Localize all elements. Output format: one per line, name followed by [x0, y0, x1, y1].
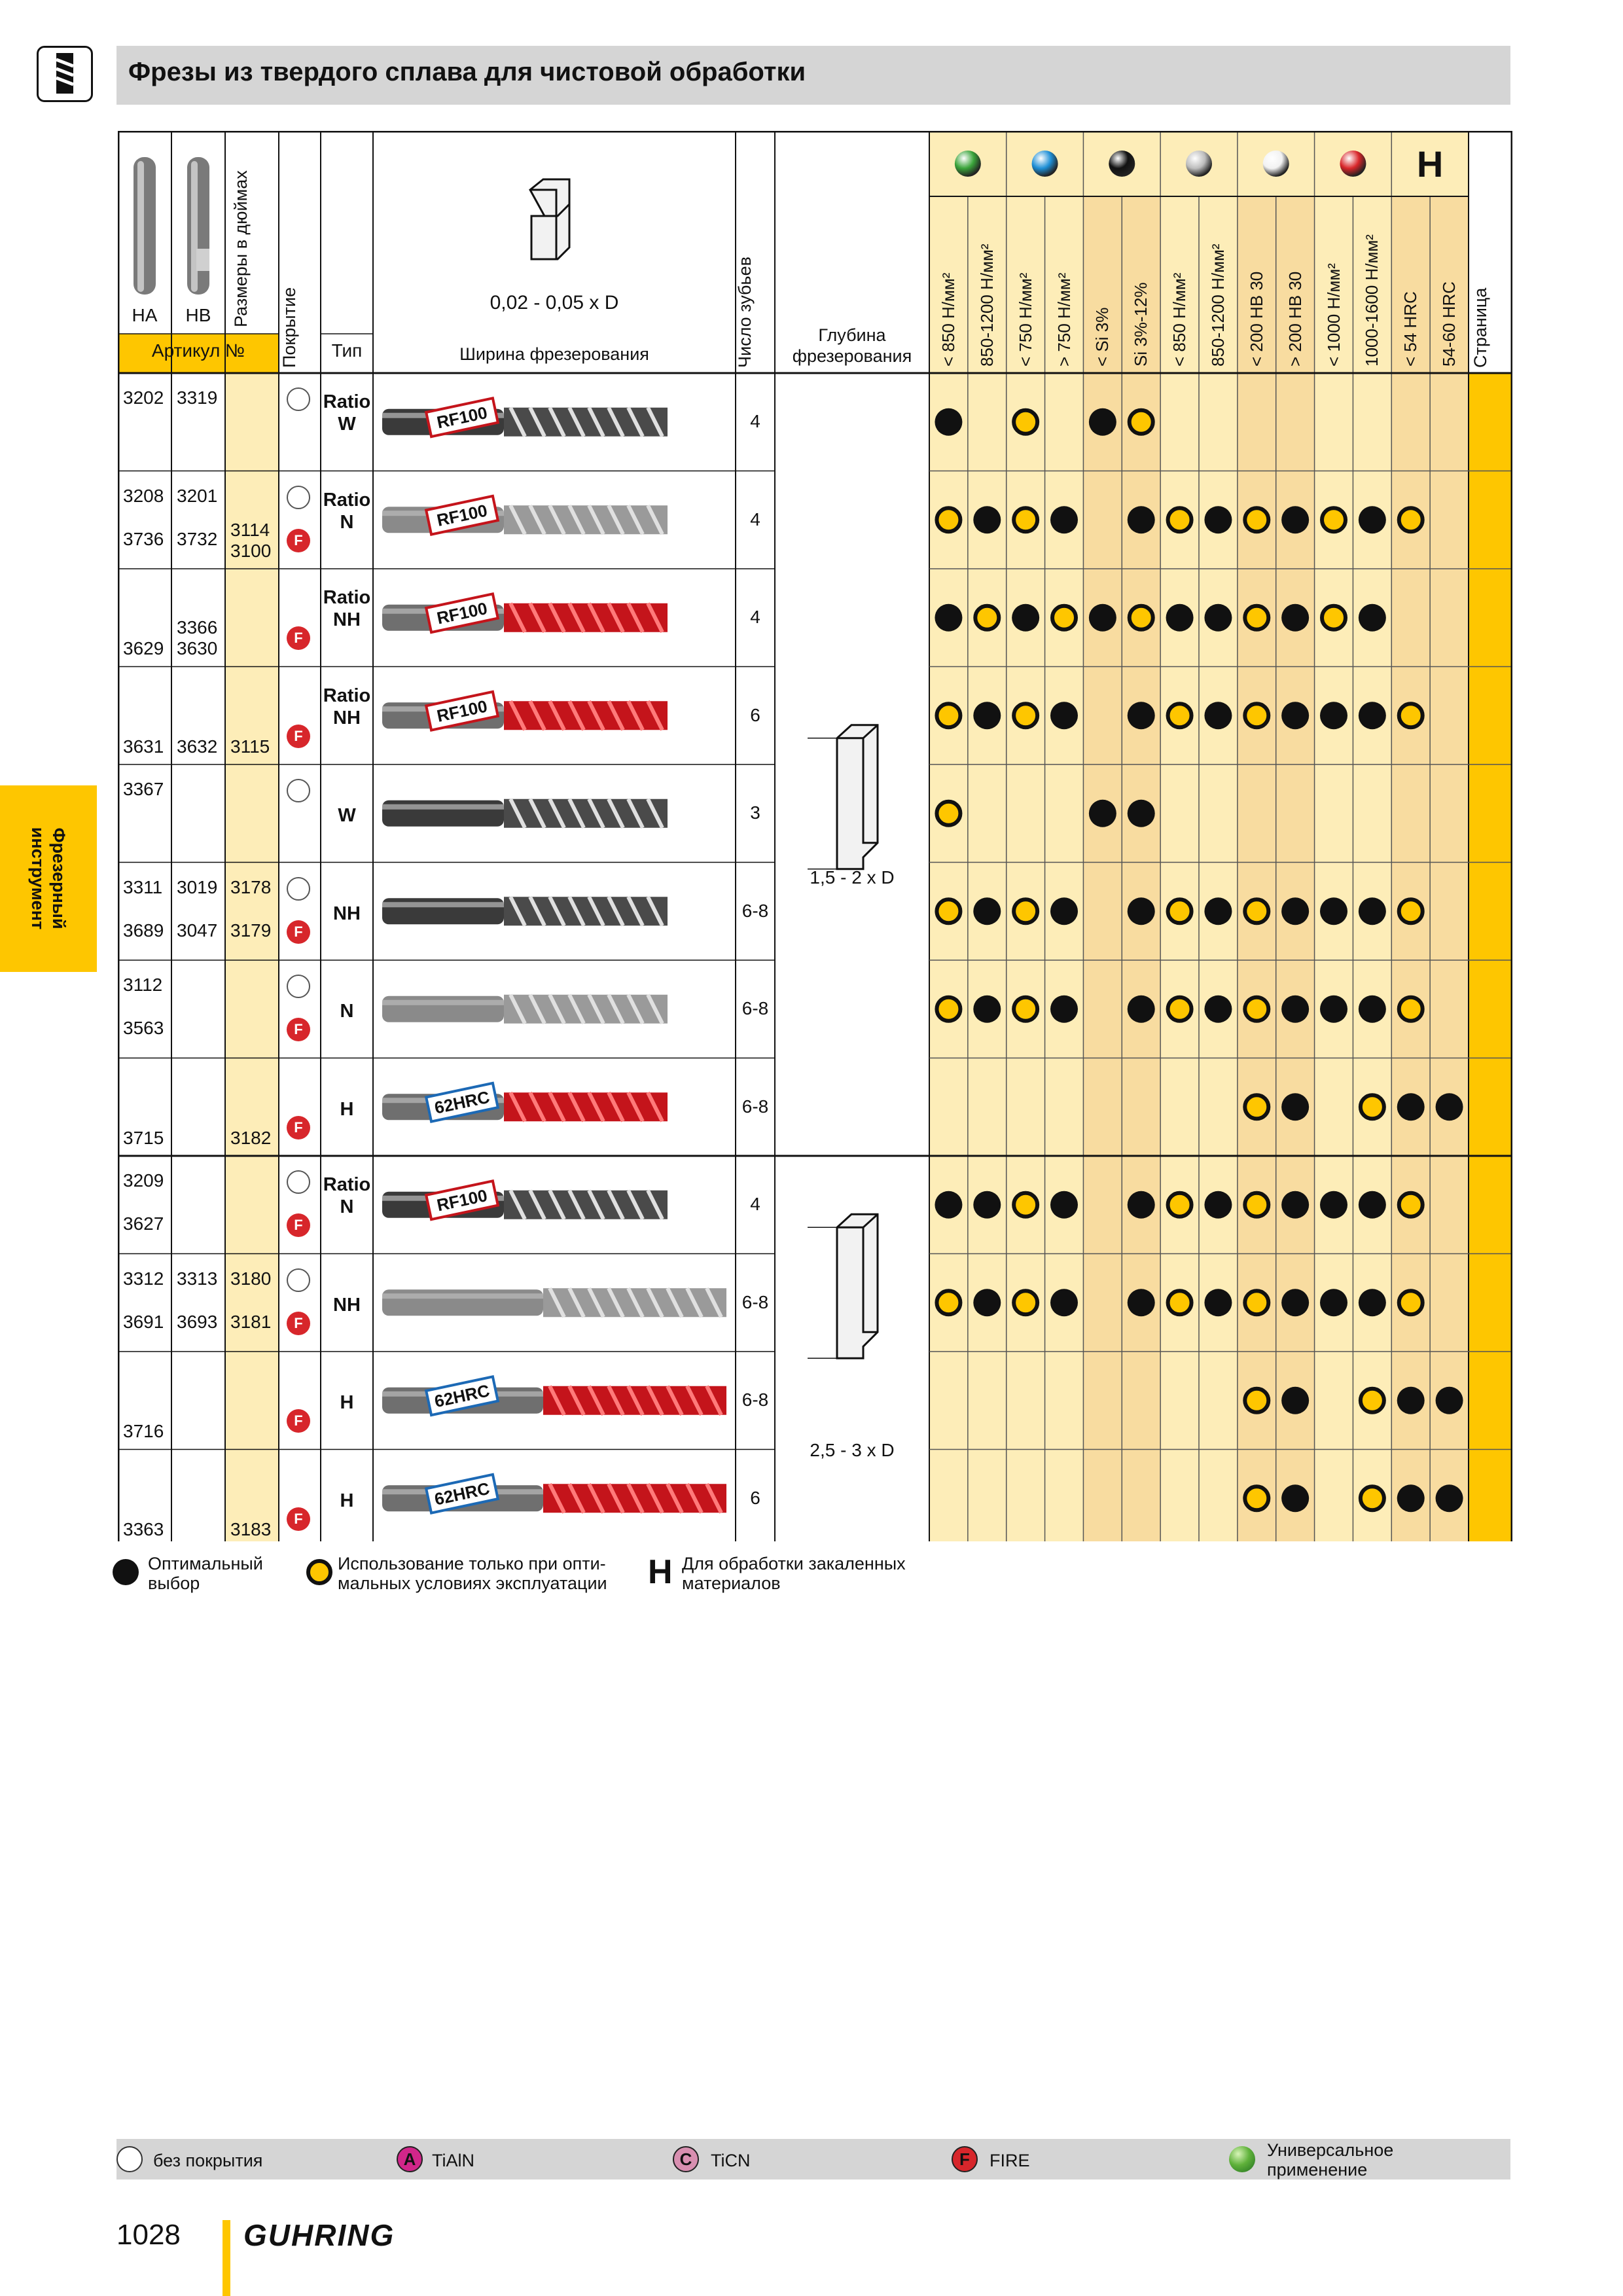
material-header-14: 54-60 HRC: [1439, 281, 1459, 367]
legend-limited-line2: мальных условиях эксплуатации: [338, 1573, 607, 1593]
hb-article: 3319: [177, 387, 218, 408]
teeth-count: 6: [750, 1487, 760, 1508]
ticn-icon: C: [673, 2146, 699, 2172]
ha-article: 3311: [123, 876, 163, 897]
teeth-count: 6: [750, 704, 760, 725]
col-depth-label: Глубина фрезерования: [792, 325, 912, 366]
inch-article: 3115: [230, 736, 270, 757]
type-code: H: [340, 1098, 354, 1120]
col-ha-label: HA: [132, 305, 158, 325]
fire-coating-icon: F: [287, 920, 310, 944]
col-hb-label: HB: [185, 305, 211, 325]
type-code: NH: [333, 1294, 361, 1316]
teeth-count: 4: [750, 1194, 760, 1214]
material-header-3: < 750 Н/мм²: [1015, 272, 1035, 367]
teeth-count: 6-8: [741, 998, 769, 1018]
type-series: Ratio: [323, 685, 371, 706]
ha-article: 3627: [123, 1213, 164, 1234]
inch-article: 3183: [230, 1518, 272, 1539]
legend-hard-letter: H: [648, 1553, 673, 1591]
ha-article: 3631: [123, 736, 164, 757]
hardened-material-icon: H: [1416, 143, 1444, 185]
material-header-8: 850-1200 Н/мм²: [1208, 243, 1228, 367]
no-coating-icon: [287, 486, 310, 509]
fire-icon: F: [952, 2146, 978, 2172]
inch-article: 3180: [230, 1268, 272, 1289]
hb-article: 3201: [177, 485, 218, 506]
brand-logo: GUHRING: [243, 2218, 395, 2252]
material-header-13: < 54 HRC: [1400, 291, 1421, 367]
type-series: Ratio: [323, 391, 371, 412]
material-header-1: < 850 Н/мм²: [938, 272, 958, 367]
hb-article: 3366: [177, 617, 218, 637]
ha-article: 3367: [123, 779, 164, 799]
depth-group-1-label: 1,5 - 2 x D: [810, 867, 895, 888]
legend-hard-text: [682, 1554, 906, 1593]
depth-group-2-label: 2,5 - 3 x D: [810, 1439, 895, 1460]
ha-article: 3629: [123, 638, 164, 658]
type-code: H: [340, 1392, 354, 1413]
type-series: Ratio: [323, 489, 371, 511]
hb-article: 3632: [177, 736, 218, 757]
ha-article: 3715: [123, 1127, 164, 1148]
teeth-count: 6-8: [741, 1390, 769, 1410]
fire-coating-icon: F: [287, 1213, 310, 1237]
legend-optimal-line2: выбор: [148, 1573, 200, 1593]
inch-article: 3114: [230, 519, 270, 540]
hb-article: 3630: [177, 638, 218, 658]
material-header-7: < 850 Н/мм²: [1169, 272, 1190, 367]
type-code: NH: [333, 707, 361, 728]
fire-coating-icon: F: [287, 1116, 310, 1139]
material-header-10: > 200 HB 30: [1285, 271, 1305, 367]
tool-band-label: RF100: [435, 598, 490, 628]
ha-article: 3112: [123, 975, 163, 995]
type-code: NH: [333, 609, 361, 630]
col-article-label: Артикул №: [151, 340, 245, 361]
fire-coating-icon: F: [287, 529, 310, 552]
type-code: W: [338, 805, 356, 826]
section-side-label: [27, 827, 69, 929]
type-code: W: [338, 414, 356, 435]
universal-label: [1267, 2140, 1393, 2179]
width-range-label: 0,02 - 0,05 x D: [490, 292, 619, 314]
tool-band-label: RF100: [435, 1185, 490, 1215]
teeth-count: 6-8: [741, 900, 769, 921]
table-row: [118, 569, 1512, 667]
side-label-line1: Фрезерный: [49, 827, 69, 929]
table-row: [118, 1450, 1512, 1548]
type-series: Ratio: [323, 587, 371, 608]
material-header-5: < Si 3%: [1092, 307, 1113, 367]
inch-article: 3100: [230, 540, 272, 561]
no-coating-icon: [287, 877, 310, 901]
ticn-label: TiCN: [711, 2151, 751, 2170]
tool-band-label: RF100: [435, 500, 490, 531]
no-coating-icon: [287, 387, 310, 411]
legend-hard-line2: материалов: [682, 1573, 781, 1593]
type-code: H: [340, 1490, 354, 1511]
fire-coating-icon: F: [287, 1507, 310, 1531]
table-row: [118, 1058, 1512, 1157]
legend-optimal-text: [148, 1554, 263, 1593]
material-header-6: Si 3%-12%: [1131, 282, 1151, 367]
legend-limited-text: [338, 1554, 607, 1593]
tool-band-label: RF100: [435, 696, 490, 726]
type-code: N: [340, 1001, 354, 1022]
hb-article: 3047: [177, 920, 218, 941]
col-page-label: Страница: [1471, 287, 1490, 368]
table-row: [118, 764, 1512, 863]
hb-article: 3313: [177, 1268, 218, 1289]
end-mill-icon: [37, 46, 93, 102]
no-coating-label: без покрытия: [153, 2151, 263, 2170]
ha-article: 3208: [123, 485, 164, 506]
col-type-label: Тип: [331, 340, 363, 361]
ha-article: 3691: [123, 1311, 164, 1332]
table-row: [118, 1254, 1512, 1352]
ha-article: 3363: [123, 1518, 164, 1539]
teeth-count: 3: [750, 802, 760, 823]
inch-article: 3182: [230, 1127, 272, 1148]
teeth-count: 4: [750, 411, 760, 431]
teeth-count: 4: [750, 607, 760, 627]
teeth-count: 4: [750, 509, 760, 529]
footer-stripe: [223, 2220, 230, 2296]
ha-article: 3202: [123, 387, 164, 408]
table-row: [118, 471, 1512, 569]
teeth-count: 6-8: [741, 1096, 769, 1117]
fire-label: FIRE: [990, 2151, 1030, 2170]
hb-article: 3693: [177, 1311, 218, 1332]
type-code: NH: [333, 903, 361, 924]
ha-article: 3689: [123, 920, 164, 941]
tool-band-label: 62HRC: [433, 1086, 491, 1118]
universal-line2: применение: [1267, 2160, 1368, 2179]
table-row: [118, 667, 1512, 765]
material-header-9: < 200 HB 30: [1246, 271, 1266, 367]
table-row: [118, 960, 1512, 1058]
no-coating-icon: [116, 2146, 143, 2172]
type-code: N: [340, 511, 354, 533]
table-row: [118, 1156, 1512, 1254]
material-header-4: > 750 Н/мм²: [1054, 272, 1074, 367]
legend-optimal-line1: Оптимальный: [148, 1554, 263, 1573]
col-inch-label: Размеры в дюймах: [231, 170, 251, 327]
fire-coating-icon: F: [287, 1018, 310, 1041]
no-coating-icon: [287, 1268, 310, 1292]
ha-article: 3312: [123, 1268, 164, 1289]
table-row: [118, 863, 1512, 961]
tool-band-label: 62HRC: [433, 1478, 491, 1509]
no-coating-icon: [287, 975, 310, 998]
page-title: Фрезы из твердого сплава для чистовой обработки: [128, 58, 806, 86]
ha-article: 3209: [123, 1170, 164, 1191]
legend-limited-dot: [306, 1559, 332, 1585]
fire-coating-icon: F: [287, 626, 310, 650]
inch-article: 3181: [230, 1311, 272, 1332]
material-header-12: 1000-1600 Н/мм²: [1362, 234, 1382, 367]
legend-hard-line1: Для обработки закаленных: [682, 1554, 906, 1573]
teeth-count: 6-8: [741, 1291, 769, 1312]
fire-coating-icon: F: [287, 1312, 310, 1335]
inch-article: 3179: [230, 920, 272, 941]
tool-band-label: RF100: [435, 402, 490, 433]
no-coating-icon: [287, 1170, 310, 1194]
col-teeth-label: Число зубьев: [735, 257, 755, 368]
ha-article: 3563: [123, 1018, 164, 1038]
universal-line1: Универсальное: [1267, 2140, 1394, 2160]
fire-coating-icon: F: [287, 1409, 310, 1433]
hb-article: 3732: [177, 528, 218, 549]
tool-selection-table: [118, 131, 1512, 1541]
material-header-2: 850-1200 Н/мм²: [976, 243, 997, 367]
legend-optimal-dot: [113, 1559, 139, 1585]
col-width-label: Ширина фрезерования: [459, 344, 649, 364]
inch-article: 3178: [230, 876, 272, 897]
page-number: 1028: [116, 2219, 181, 2251]
ha-article: 3716: [123, 1421, 164, 1441]
legend-limited-line1: Использование только при опти-: [338, 1554, 606, 1573]
ha-article: 3736: [123, 528, 164, 549]
material-header-11: < 1000 Н/мм²: [1323, 263, 1344, 367]
side-label-line2: инструмент: [28, 827, 48, 930]
tool-band-label: 62HRC: [433, 1380, 491, 1412]
tialn-label: TiAlN: [432, 2151, 474, 2170]
type-code: N: [340, 1196, 354, 1217]
fire-coating-icon: F: [287, 725, 310, 748]
hb-article: 3019: [177, 876, 218, 897]
table-row: [118, 1352, 1512, 1450]
universal-ball-icon: [1229, 2146, 1255, 2172]
col-coating-label: Покрытие: [279, 287, 299, 368]
table-row: [118, 373, 1512, 471]
type-series: Ratio: [323, 1174, 371, 1195]
tialn-icon: A: [397, 2146, 423, 2172]
no-coating-icon: [287, 779, 310, 802]
